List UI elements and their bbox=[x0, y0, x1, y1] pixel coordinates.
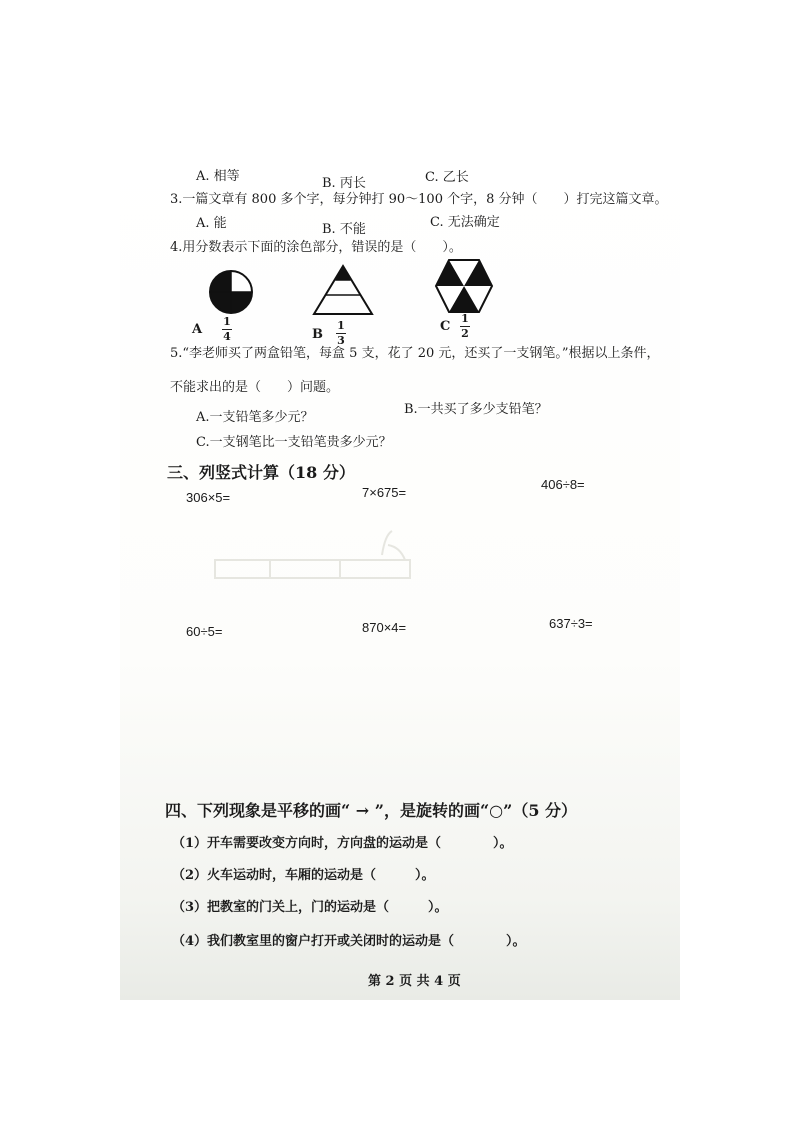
page-number: 第 2 页 共 4 页 bbox=[368, 974, 461, 989]
fraction-numerator: 1 bbox=[337, 319, 345, 332]
calc-problem-3: 406÷8= bbox=[541, 477, 585, 492]
q4-option-b-letter: B bbox=[312, 327, 323, 342]
q4-option-c-letter: C bbox=[440, 319, 451, 334]
q5-option-b: B.一共买了多少支铅笔？ bbox=[404, 402, 548, 417]
calc-problem-2: 7×675= bbox=[362, 485, 407, 500]
q2-option-c: C. 乙长 bbox=[425, 170, 469, 185]
fraction-denominator: 3 bbox=[337, 334, 345, 347]
section4-item-4: （4）我们教室里的窗户打开或关闭时的运动是（ ）。 bbox=[172, 934, 526, 949]
fraction-numerator: 1 bbox=[223, 315, 231, 328]
calc-problem-5: 870×4= bbox=[362, 620, 407, 635]
quarter-circle-figure bbox=[207, 268, 255, 316]
fraction-denominator: 2 bbox=[461, 327, 469, 340]
q4-option-c-fraction bbox=[460, 313, 470, 340]
q5-line1: 5.“李老师买了两盒铅笔，每盒 5 支，花了 20 元，还买了一支钢笔。”根据以上条件， bbox=[170, 346, 660, 361]
fraction-denominator: 4 bbox=[223, 330, 231, 343]
hexagon-figure bbox=[434, 258, 494, 314]
bleed-through-marks bbox=[210, 525, 430, 585]
triangle-figure bbox=[312, 264, 374, 316]
q4-option-a-fraction bbox=[222, 316, 232, 343]
q5-line2: 不能求出的是（ ）问题。 bbox=[170, 380, 340, 395]
q5-option-c: C.一支钢笔比一支铅笔贵多少元？ bbox=[196, 435, 392, 450]
q3-option-c: C. 无法确定 bbox=[430, 215, 500, 230]
section4-item-3: （3）把教室的门关上，门的运动是（ ）。 bbox=[172, 900, 448, 915]
q4-text: 4.用分数表示下面的涂色部分，错误的是（ ）。 bbox=[170, 240, 462, 255]
calc-problem-6: 637÷3= bbox=[549, 616, 593, 631]
section3-title: 三、列竖式计算（18 分） bbox=[167, 463, 355, 482]
q2-option-a: A. 相等 bbox=[196, 169, 240, 184]
section4-title: 四、下列现象是平移的画“ → ”，是旋转的画“○”（5 分） bbox=[165, 801, 578, 820]
calc-problem-4: 60÷5= bbox=[186, 624, 223, 639]
q5-option-a: A.一支铅笔多少元？ bbox=[196, 410, 314, 425]
calc-problem-1: 306×5= bbox=[186, 490, 231, 505]
q4-option-a-letter: A bbox=[192, 322, 203, 337]
fraction-numerator: 1 bbox=[461, 312, 469, 325]
q3-option-a: A. 能 bbox=[196, 216, 227, 231]
q2-option-b: B. 丙长 bbox=[322, 176, 366, 191]
section4-item-1: （1）开车需要改变方向时，方向盘的运动是（ ）。 bbox=[172, 836, 513, 851]
section4-item-2: （2）火车运动时，车厢的运动是（ ）。 bbox=[172, 868, 435, 883]
q3-text: 3.一篇文章有 800 多个字，每分钟打 90～100 个字，8 分钟（ ）打完这篇文章。 bbox=[170, 192, 668, 207]
q3-option-b: B. 不能 bbox=[322, 222, 366, 237]
